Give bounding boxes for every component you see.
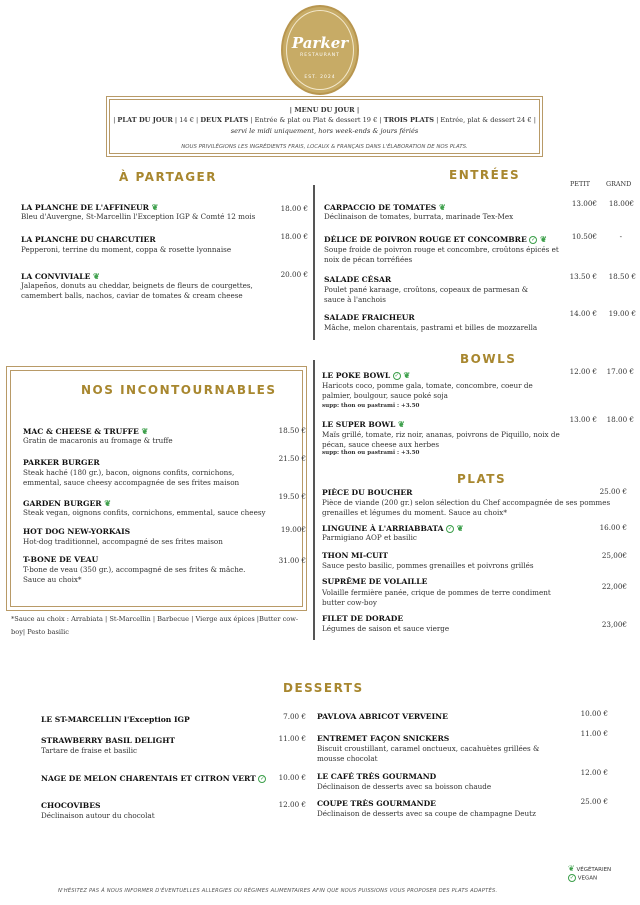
menu-du-jour-note: servi le midi uniquement, hors week-ends & jours fériés [230,127,419,135]
item-desc: Volaille fermière panée, crique de pommes de terre condiment butter cow-boy [322,588,551,607]
item-name [322,419,405,429]
price-grand: - [619,232,622,241]
item-name-text: LINGUINE À L'ARRIABBATA [322,524,444,533]
item-desc: Légumes de saison et sauce vierge [322,624,450,633]
item-price: 25.00 € [599,487,627,496]
deux-plats-label: DEUX PLATS [200,116,249,124]
vegan-circle-icon: ✓ [531,237,536,243]
item-desc: Pièce de viande (200 gr.) selon sélection du Chef accompagnée de ses pommes grenailles et légumes du moment. Sauce au choix* [322,498,611,517]
item-name [324,234,547,244]
item-price: 7.00 € [283,712,306,721]
vegan-circle-icon: ✓ [569,875,575,881]
item-desc: Soupe froide de poivron rouge et concombre, croûtons épicés et noix de pécan torréfiées [324,245,559,264]
item-price: 23,00€ [601,620,627,629]
item-price: 18.00 € [280,232,308,241]
item-price: 31.00 € [278,556,306,565]
item-desc: Steak vegan, oignons confits, cornichons, emmental, sauce cheesy [23,508,266,517]
item-name [322,523,463,533]
item-price: 11.00 € [278,734,306,743]
item-desc: Déclinaison de tomates, burrata, marinade Tex-Mex [324,212,514,221]
logo-subtitle: RESTAURANT [300,53,340,58]
leaf-icon: ❦ [438,202,446,212]
item-desc: Maïs grillé, tomate, riz noir, ananas, poivrons de Piquillo, noix de pécan, sauce cheese aux herbes [322,430,560,449]
item-name: LE ST-MARCELLIN l'Exception IGP [41,715,190,724]
logo-est: EST. 2024 [304,75,336,80]
item-desc: Hot-dog traditionnel, accompagné de ses frites maison [23,537,223,546]
item-price: 22,00€ [601,582,627,591]
price-grand: 18.00 € [606,415,634,424]
item-price: 19.50 € [278,492,306,501]
item-name [41,774,266,783]
item-name: SALADE CÉSAR [324,275,392,284]
item-name-text: MAC & CHEESE & TRUFFE [23,427,139,436]
item-price: 20.00 € [280,270,308,279]
leaf-icon: ❦ [141,426,149,436]
item-price: 25.00 € [580,797,608,806]
item-desc: Poulet pané karaage, croûtons, copeaux de parmesan & sauce à l'anchois [324,285,529,304]
menu-tagline: NOUS PRIVILÉGIONS LES INGRÉDIENTS FRAIS, LOCAUX & FRANÇAIS DANS L'ÉLABORATION DE NOS PLATS. [181,144,468,150]
leaf-icon: ❦ [104,498,111,508]
price-petit: 12.00 € [569,367,597,376]
item-name [21,202,158,212]
price-petit: 10.50€ [571,232,597,241]
section-title-bowls: BOWLS [460,352,517,366]
price-grand: 18.00€ [608,199,634,208]
leaf-icon: ❦ [568,864,575,873]
item-desc: Tartare de fraise et basilic [41,746,138,755]
item-name [324,202,446,212]
item-name-text: CARPACCIO DE TOMATES [324,203,437,212]
vegan-circle-icon: ✓ [260,776,265,782]
item-name-text: NAGE DE MELON CHARENTAIS ET CITRON VERT [41,774,256,783]
section-title-desserts: DESSERTS [283,681,364,695]
legend-vegetarien [568,864,611,873]
logo-name: Parker [291,34,349,52]
item-desc: Jalapeños, donuts au cheddar, beignets de fleurs de courgettes, camembert balls, nachos, caviar de tomates & cream cheese [21,281,253,300]
item-name [23,426,148,436]
item-desc: Pepperoni, terrine du moment, coppa & rosette lyonnaise [21,245,232,254]
vegan-circle-icon: ✓ [447,526,453,532]
section-title-plats: PLATS [457,472,507,486]
item-desc: Haricots coco, pomme gala, tomate, concombre, coeur de palmier, boulgour, sauce poké soja [322,381,533,400]
item-price: 12.00 € [278,800,306,809]
section-title-entrees: ENTRÉES [449,168,521,182]
leaf-icon: ❦ [398,419,405,429]
item-desc: Parmigiano AOP et basilic [322,533,417,542]
column-head-petit: PETIT [570,180,591,188]
item-price: 11.00 € [580,729,608,738]
item-name-text: DÉLICE DE POIVRON ROUGE ET CONCOMBRE [324,235,527,244]
item-name: PAVLOVA ABRICOT VERVEINE [317,712,448,721]
item-price: 12.00 € [580,768,608,777]
column-divider [313,360,315,640]
leaf-icon: ❦ [540,234,547,244]
column-divider [313,185,315,340]
price-petit: 13.50 € [569,272,597,281]
item-name: HOT DOG NEW-YORKAIS [23,527,131,536]
item-name: ENTREMET FAÇON SNICKERS [317,734,450,743]
section-title-incontournables: NOS INCONTOURNABLES [81,383,277,397]
price-petit: 14.00 € [569,309,597,318]
item-name: CHOCOVIBES [41,801,101,810]
item-name [322,370,410,380]
item-name-text: GARDEN BURGER [23,499,102,508]
item-name-text: LA PLANCHE DE L'AFFINEUR [21,203,149,212]
item-price: 10.00 € [278,773,306,782]
item-supplement: supp: thon ou pastrami : +3.50 [322,403,420,409]
item-desc: Mâche, melon charentais, pastrami et billes de mozzarella [324,323,538,332]
item-supplement: supp: thon ou pastrami : +3.50 [322,450,420,456]
item-desc: T-bone de veau (350 gr.), accompagné de ses frites & mâche. Sauce au choix* [23,565,246,584]
price-grand: 19.00 € [608,309,636,318]
legend-vegetarien-label: VÉGÉTARIEN [576,867,612,873]
item-desc: Déclinaison de desserts avec sa coupe de champagne Deutz [317,809,536,818]
item-name-text: LE SUPER BOWL [322,420,396,429]
menu-du-jour-title: | MENU DU JOUR | [289,106,360,114]
leaf-icon: ❦ [403,370,411,380]
item-desc: Bleu d'Auvergne, St-Marcellin l'Exception IGP & Comté 12 mois [21,212,256,221]
leaf-icon: ❦ [151,202,159,212]
column-head-grand: GRAND [606,180,632,188]
item-name: T-BONE DE VEAU [23,555,99,564]
menu-du-jour-box [106,96,543,157]
item-name: PARKER BURGER [23,458,100,467]
item-price: 21.50 € [278,454,306,463]
item-name: THON MI-CUIT [322,551,389,560]
section-title-a-partager: À PARTAGER [119,170,217,184]
item-name-text: LE POKE BOWL [322,371,391,380]
item-name: SALADE FRAICHEUR [324,313,415,322]
formula-text: | 14 € | [172,116,201,124]
item-desc: Biscuit croustillant, caramel onctueux, cacahuètes grillées & mousse chocolat [317,744,540,763]
item-name: SUPRÊME DE VOLAILLE [322,577,428,586]
vegan-circle-icon: ✓ [394,373,400,379]
formula-text: | Entrée, plat & dessert 24 € | [434,116,536,124]
item-name [21,271,100,281]
item-name [23,498,111,508]
price-petit: 13.00€ [571,199,597,208]
item-name: PIÈCE DU BOUCHER [322,488,413,497]
item-price: 19.00€ [280,525,306,534]
item-desc: Gratin de macaronis au fromage & truffe [23,436,173,445]
item-name: FILET DE DORADE [322,614,404,623]
item-price: 10.00 € [580,709,608,718]
price-petit: 13.00 € [569,415,597,424]
item-desc: Steak haché (180 gr.), bacon, oignons confits, cornichons, emmental, sauce cheesy accompagnée de ses frites maison [23,468,240,487]
item-desc: Déclinaison autour du chocolat [41,811,155,820]
item-price: 18.00 € [280,204,308,213]
item-desc: Sauce pesto basilic, pommes grenailles et poivrons grillés [322,561,534,570]
legend-vegan [568,874,597,882]
price-grand: 18.50 € [608,272,636,281]
price-grand: 17.00 € [606,367,634,376]
footer-allergy-note: N'HÉSITEZ PAS À NOUS INFORMER D'ÉVENTUELLES ALLERGIES OU RÉGIMES ALIMENTAIRES AFIN QUE NOUS PUISSIONS VOUS PROPOSER DES PLATS ADAPTÉS. [58,888,498,894]
item-name: LE CAFÉ TRÈS GOURMAND [317,772,437,781]
item-price: 18.50 € [278,426,306,435]
item-name: COUPE TRÈS GOURMANDE [317,799,436,808]
plat-du-jour-label: PLAT DU JOUR [117,116,173,124]
item-desc: Déclinaison de desserts avec sa boisson chaude [317,782,492,791]
item-name-text: LA CONVIVIALE [21,272,91,281]
leaf-icon: ❦ [456,523,464,533]
formula-separator: | [113,116,118,124]
item-name: LA PLANCHE DU CHARCUTIER [21,235,156,244]
trois-plats-label: TROIS PLATS [383,116,434,124]
legend-vegan-label: VEGAN [577,875,598,882]
item-name: STRAWBERRY BASIL DELIGHT [41,736,176,745]
leaf-icon: ❦ [93,271,100,281]
restaurant-logo [281,5,359,95]
item-price: 16.00 € [599,523,627,532]
formula-text: | Entrée & plat ou Plat & dessert 19 € | [248,116,384,124]
sauce-note: *Sauce au choix : Arrabiata | St-Marcellin | Barbecue | Vierge aux épices |Butter cow-boy| Pesto basilic [11,615,299,636]
item-price: 25,00€ [601,551,627,560]
menu-du-jour-formulas [107,116,542,124]
